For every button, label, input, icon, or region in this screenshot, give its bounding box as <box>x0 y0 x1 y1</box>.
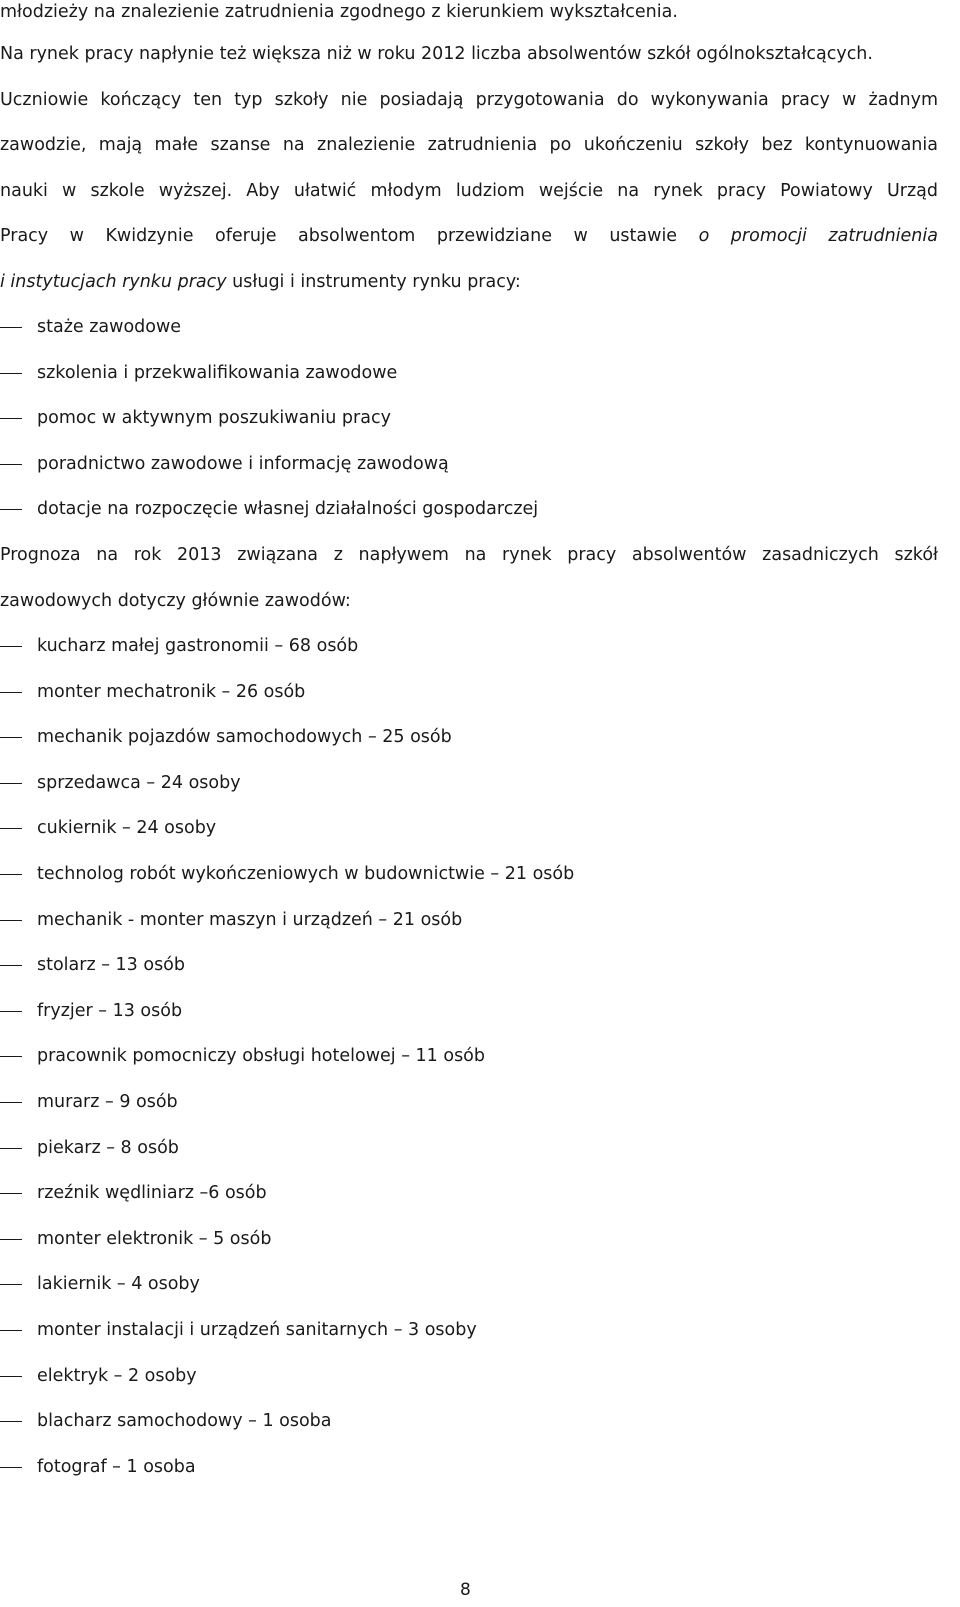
list-item <box>0 680 940 704</box>
list-item <box>0 1181 940 1205</box>
dash-bullet-icon <box>0 783 22 784</box>
dash-bullet-icon <box>0 737 22 738</box>
list-item-text: poradnictwo zawodowe i informację zawodową <box>37 453 449 474</box>
dash-bullet-icon <box>0 373 22 374</box>
paragraph-line: zawodzie, mają małe szanse na znalezienie zatrudnienia po ukończeniu szkoły bez kontynuowania <box>0 135 938 155</box>
list-item-text: rzeźnik wędliniarz –6 osób <box>37 1183 267 1204</box>
list-item-text: stolarz – 13 osób <box>37 955 185 976</box>
dash-bullet-icon <box>0 1102 22 1103</box>
dash-bullet-icon <box>0 464 22 465</box>
dash-bullet-icon <box>0 646 22 647</box>
list-item-text: cukiernik – 24 osoby <box>37 818 217 839</box>
dash-bullet-icon <box>0 920 22 921</box>
dash-bullet-icon <box>0 692 22 693</box>
list-item-text: pomoc w aktywnym poszukiwaniu pracy <box>37 408 391 429</box>
list-item-text: pracownik pomocniczy obsługi hotelowej – 11 osób <box>37 1046 486 1067</box>
paragraph-line: nauki w szkole wyższej. Aby ułatwić młodym ludziom wejście na rynek pracy Powiatowy Urząd <box>0 181 938 201</box>
list-item <box>0 406 940 430</box>
list-item <box>0 862 940 886</box>
dash-bullet-icon <box>0 509 22 510</box>
list-item <box>0 725 940 749</box>
list-item-text: fotograf – 1 osoba <box>37 1456 196 1477</box>
list-item-text: dotacje na rozpoczęcie własnej działalności gospodarczej <box>37 499 539 520</box>
list-item-text: monter instalacji i urządzeń sanitarnych – 3 osoby <box>37 1320 477 1340</box>
dash-bullet-icon <box>0 418 22 419</box>
list-item-text: murarz – 9 osób <box>37 1092 178 1112</box>
paragraph-line: Na rynek pracy napłynie też większa niż w roku 2012 liczba absolwentów szkół ogólnokształcących. <box>0 44 873 64</box>
act-title-italic: i instytucjach rynku pracy <box>0 272 227 292</box>
paragraph-line: Prognoza na rok 2013 związana z napływem na rynek pracy absolwentów zasadniczych szkół <box>0 545 938 565</box>
dash-bullet-icon <box>0 1239 22 1240</box>
paragraph-text: usługi i instrumenty rynku pracy: <box>232 272 521 292</box>
list-item <box>0 634 940 658</box>
paragraph-line: młodzieży na znalezienie zatrudnienia zgodnego z kierunkiem wykształcenia. <box>0 2 678 22</box>
dash-bullet-icon <box>0 1467 22 1468</box>
list-item <box>0 999 940 1023</box>
list-item-text: technolog robót wykończeniowych w budownictwie – 21 osób <box>37 864 575 884</box>
list-item-text: kucharz małej gastronomii – 68 osób <box>37 636 359 656</box>
paragraph-line <box>0 224 938 248</box>
list-item <box>0 1318 940 1342</box>
dash-bullet-icon <box>0 1284 22 1285</box>
paragraph-line: zawodowych dotyczy głównie zawodów: <box>0 591 351 611</box>
dash-bullet-icon <box>0 1011 22 1012</box>
list-item <box>0 315 940 339</box>
dash-bullet-icon <box>0 828 22 829</box>
dash-bullet-icon <box>0 874 22 875</box>
list-item-text: monter mechatronik – 26 osób <box>37 681 306 702</box>
list-item <box>0 1272 940 1296</box>
list-item-text: staże zawodowe <box>37 317 182 337</box>
dash-bullet-icon <box>0 1056 22 1057</box>
list-item-text: sprzedawca – 24 osoby <box>37 772 241 793</box>
dash-bullet-icon <box>0 1330 22 1331</box>
list-item-text: fryzjer – 13 osób <box>37 1000 183 1021</box>
list-item <box>0 1455 940 1479</box>
list-item-text: mechanik pojazdów samochodowych – 25 osób <box>37 727 452 748</box>
dash-bullet-icon <box>0 1193 22 1194</box>
list-item-text: piekarz – 8 osób <box>37 1137 179 1158</box>
paragraph-text: Pracy w Kwidzynie oferuje absolwentom przewidziane w ustawie <box>0 226 678 246</box>
list-item-text: lakiernik – 4 osoby <box>37 1274 200 1295</box>
list-item-text: szkolenia i przekwalifikowania zawodowe <box>37 362 398 383</box>
list-item-text: monter elektronik – 5 osób <box>37 1228 272 1249</box>
list-item <box>0 771 940 795</box>
paragraph-line <box>0 270 521 294</box>
dash-bullet-icon <box>0 1421 22 1422</box>
list-item <box>0 908 940 932</box>
page-number: 8 <box>460 1580 471 1600</box>
list-item <box>0 1409 940 1433</box>
list-item <box>0 1136 940 1160</box>
list-item-text: elektryk – 2 osoby <box>37 1365 197 1386</box>
list-item <box>0 452 940 476</box>
dash-bullet-icon <box>0 965 22 966</box>
dash-bullet-icon <box>0 1148 22 1149</box>
list-item <box>0 953 940 977</box>
dash-bullet-icon <box>0 1376 22 1377</box>
list-item <box>0 1090 940 1114</box>
list-item <box>0 1364 940 1388</box>
list-item-text: blacharz samochodowy – 1 osoba <box>37 1411 332 1432</box>
dash-bullet-icon <box>0 327 22 328</box>
list-item <box>0 1044 940 1068</box>
paragraph-line: Uczniowie kończący ten typ szkoły nie posiadają przygotowania do wykonywania pracy w żadnym <box>0 90 938 110</box>
list-item <box>0 361 940 385</box>
act-title-italic: o promocji zatrudnienia <box>698 226 938 246</box>
list-item-text: mechanik - monter maszyn i urządzeń – 21 osób <box>37 909 463 930</box>
list-item <box>0 816 940 840</box>
list-item <box>0 1227 940 1251</box>
list-item <box>0 497 940 521</box>
